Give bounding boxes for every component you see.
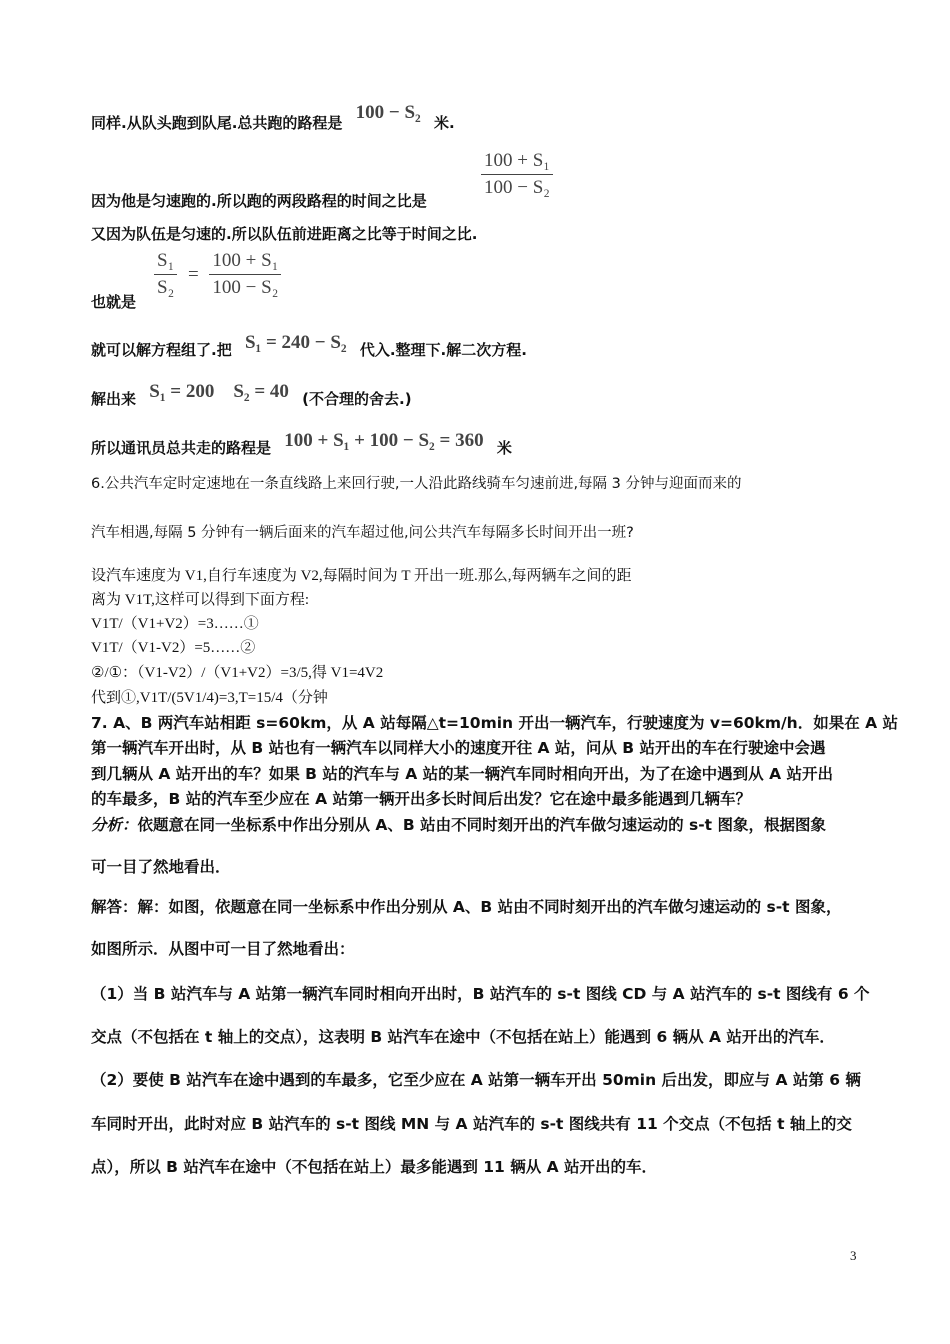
text-segment: 就可以解方程组了.把 bbox=[91, 341, 232, 359]
question-7-line: 第一辆汽车开出时，从 B 站也有一辆汽车以同样大小的速度开往 A 站，问从 B 站开出的车在行驶途中会遇 bbox=[91, 739, 826, 757]
solution-line: 代到①,V1T/(5V1/4)=3,T=15/4（分钟 bbox=[91, 690, 328, 706]
answer-line: 如图所示．从图中可一目了然地看出： bbox=[91, 940, 355, 958]
math-equation bbox=[154, 250, 281, 299]
fraction-numerator: S₁ bbox=[157, 250, 175, 271]
math-expression: S₁ = 240 − S₂ bbox=[244, 331, 347, 353]
answer-line: （1）当 B 站汽车与 A 站第一辆汽车同时相向开出时，B 站汽车的 s-t 图线 CD 与 A 站汽车的 s-t 图线有 6 个 bbox=[91, 985, 870, 1003]
text-line bbox=[91, 101, 455, 133]
page-number: 3 bbox=[850, 1248, 857, 1263]
solution-line: V1T/（V1-V2）=5……② bbox=[91, 640, 256, 656]
text-segment: 解出来 bbox=[91, 390, 137, 408]
question-6-line: 汽车相遇,每隔 5 分钟有一辆后面来的汽车超过他,问公共汽车每隔多长时间开出一班? bbox=[91, 525, 634, 541]
fraction-denominator: 100 − S₂ bbox=[484, 177, 550, 198]
math-expression: 100 + S₁ + 100 − S₂ = 360 bbox=[284, 429, 484, 451]
fraction-numerator: 100 + S₁ bbox=[212, 250, 279, 271]
answer-line: 车同时开出，此时对应 B 站汽车的 s-t 图线 MN 与 A 站汽车的 s-t 图线共有 11 个交点（不包括 t 轴上的交 bbox=[91, 1115, 852, 1133]
text-segment: 所以通讯员总共走的路程是 bbox=[91, 439, 272, 457]
text-segment: (不合理的舍去.) bbox=[302, 390, 412, 408]
text-line bbox=[91, 292, 136, 312]
text-line bbox=[91, 429, 512, 458]
analysis-label: 分析： bbox=[91, 816, 138, 834]
question-7-line: 7. A、B 两汽车站相距 s=60km，从 A 站每隔△t=10min 开出一辆汽车，行驶速度为 v=60km/h．如果在 A 站 bbox=[91, 714, 898, 732]
math-expression: 100 − S₂ bbox=[355, 101, 421, 123]
analysis-line bbox=[91, 815, 826, 835]
question-7-line: 到几辆从 A 站开出的车？如果 B 站的汽车与 A 站的某一辆汽车同时相向开出，为了在途中遇到从 A 站开出 bbox=[91, 765, 833, 783]
analysis-text: 依题意在同一坐标系中作出分别从 A、B 站由不同时刻开出的汽车做匀速运动的 s-t 图象，根据图象 bbox=[137, 816, 826, 834]
text-segment: 米 bbox=[496, 439, 512, 457]
answer-line: 解答：解：如图，依题意在同一坐标系中作出分别从 A、B 站由不同时刻开出的汽车做匀速运动的 s-t 图象， bbox=[91, 898, 842, 916]
answer-line: （2）要使 B 站汽车在途中遇到的车最多，它至少应在 A 站第一辆车开出 50min 后出发，即应与 A 站第 6 辆 bbox=[91, 1071, 861, 1089]
text-line bbox=[91, 331, 527, 360]
text-segment: 米. bbox=[433, 114, 455, 132]
solution-line: 离为 V1T,这样可以得到下面方程: bbox=[91, 592, 310, 608]
answer-line: 交点（不包括在 t 轴上的交点），这表明 B 站汽车在途中（不包括在站上）能遇到 6 辆从 A 站开出的汽车． bbox=[91, 1028, 835, 1046]
text-segment: 也就是 bbox=[91, 293, 137, 311]
math-expression: S₁ = 200 S₂ = 40 bbox=[149, 380, 289, 402]
solution-line: ②/①：（V1-V2）/（V1+V2）=3/5,得 V1=4V2 bbox=[91, 665, 384, 681]
fraction-denominator: S₂ bbox=[157, 277, 175, 298]
question-6-line: 6.公共汽车定时定速地在一条直线路上来回行驶,一人沿此路线骑车匀速前进,每隔 3 分钟与迎面而来的 bbox=[91, 476, 742, 492]
solution-line: 设汽车速度为 V1,自行车速度为 V2,每隔时间为 T 开出一班.那么,每两辆车之间的距 bbox=[91, 568, 632, 584]
answer-line: 点），所以 B 站汽车在途中（不包括在站上）最多能遇到 11 辆从 A 站开出的车． bbox=[91, 1158, 658, 1176]
math-fraction bbox=[481, 150, 553, 199]
equals-sign: = bbox=[187, 263, 199, 285]
analysis-line: 可一目了然地看出． bbox=[91, 858, 231, 876]
text-segment: 同样.从队头跑到队尾.总共跑的路程是 bbox=[91, 114, 343, 132]
text-segment: 代入.整理下.解二次方程. bbox=[359, 341, 527, 359]
fraction-numerator: 100 + S₁ bbox=[484, 150, 550, 171]
fraction-denominator: 100 − S₂ bbox=[212, 277, 279, 298]
text-segment: 因为他是匀速跑的.所以跑的两段路程的时间之比是 bbox=[91, 192, 427, 210]
text-line bbox=[91, 224, 477, 244]
text-segment: 又因为队伍是匀速的.所以队伍前进距离之比等于时间之比. bbox=[91, 225, 478, 243]
text-line bbox=[91, 380, 412, 409]
question-7-line: 的车最多，B 站的汽车至少应在 A 站第一辆开出多长时间后出发？它在途中最多能遇到几辆车？ bbox=[91, 790, 752, 808]
solution-line: V1T/（V1+V2）=3……① bbox=[91, 616, 259, 632]
text-line bbox=[91, 191, 427, 211]
